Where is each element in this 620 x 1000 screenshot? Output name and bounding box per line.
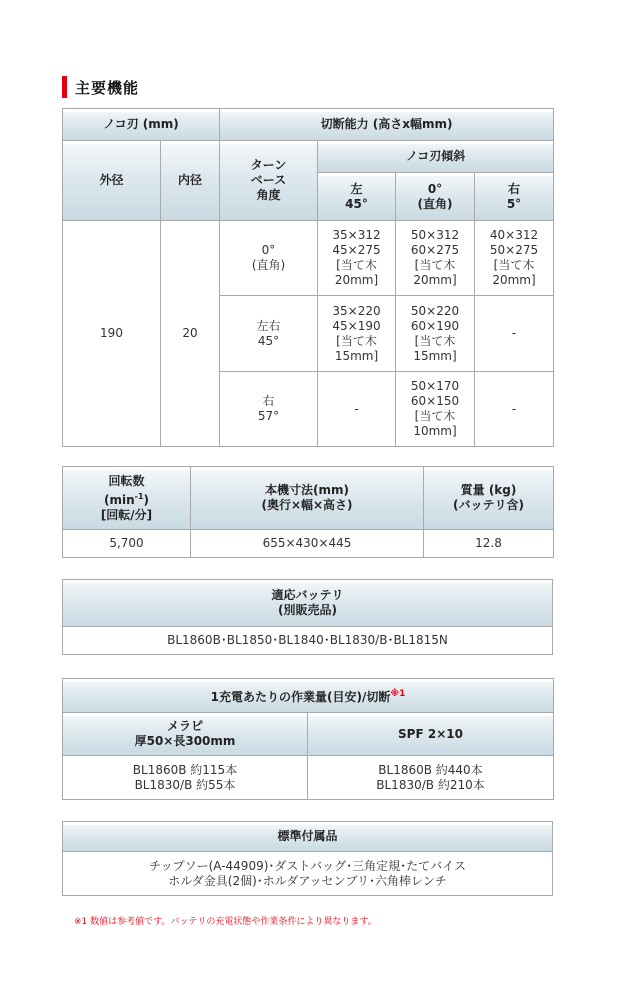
turn-base-angle-header: ターン ベース 角度 — [220, 141, 318, 221]
specs-table — [62, 466, 554, 558]
turn-angle-cell: 0° (直角) — [220, 221, 318, 296]
accessories-header: 標準付属品 — [63, 822, 553, 852]
turn-angle-cell: 左右 45° — [220, 296, 318, 372]
section-title-text: 主要機能 — [75, 78, 140, 97]
rpm-value: 5,700 — [63, 530, 191, 558]
footnote-mark: ※1 — [390, 688, 406, 699]
blade-header: ノコ刃 (mm) — [63, 109, 220, 141]
capacity-cell: 50×312 60×275 [当て木 20mm] — [396, 221, 475, 296]
capacity-cell: 35×220 45×190 [当て木 15mm] — [318, 296, 396, 372]
cutting-capacity-table — [62, 108, 554, 447]
tilt-zero-header: 0° (直角) — [396, 173, 475, 221]
outer-diameter-header: 外径 — [63, 141, 161, 221]
capacity-cell: - — [318, 372, 396, 447]
meranti-header: メラピ 厚50×長300mm — [63, 713, 308, 756]
inner-diameter-header: 内径 — [161, 141, 220, 221]
tilt-left45-header: 左 45° — [318, 173, 396, 221]
spf-header: SPF 2×10 — [308, 713, 554, 756]
battery-list: BL1860B･BL1850･BL1840･BL1830/B･BL1815N — [63, 627, 553, 655]
capacity-cell: - — [475, 296, 554, 372]
dimensions-value: 655×430×445 — [191, 530, 424, 558]
capacity-cell: 35×312 45×275 [当て木 20mm] — [318, 221, 396, 296]
battery-header: 適応バッテリ (別販売品) — [63, 580, 553, 627]
dimensions-header: 本機寸法(mm) (奥行×幅×高さ) — [191, 467, 424, 530]
accessories-list: チップソー(A-44909)･ダストバッグ･三角定規･たてバイス ホルダ金具(2個)･ホルダアッセンブリ･六角棒レンチ — [63, 852, 553, 896]
turn-angle-cell: 右 57° — [220, 372, 318, 447]
accessories-table — [62, 821, 553, 896]
spf-values: BL1860B 約440本 BL1830/B 約210本 — [308, 756, 554, 800]
meranti-values: BL1860B 約115本 BL1830/B 約55本 — [63, 756, 308, 800]
capacity-cell: 40×312 50×275 [当て木 20mm] — [475, 221, 554, 296]
mass-header: 質量 (kg) (バッテリ含) — [424, 467, 554, 530]
tilt-right5-header: 右 5° — [475, 173, 554, 221]
capacity-cell: 50×170 60×150 [当て木 10mm] — [396, 372, 475, 447]
mass-value: 12.8 — [424, 530, 554, 558]
work-per-charge-header: 1充電あたりの作業量(目安)/切断$^{※1}$ — [63, 679, 554, 713]
battery-table — [62, 579, 553, 655]
inner-diameter-value: 20 — [161, 221, 220, 447]
rpm-header: 回転数 $(\min^{-1})$ [回転/分] — [63, 467, 191, 530]
section-title — [62, 76, 139, 98]
capacity-cell: 50×220 60×190 [当て木 15mm] — [396, 296, 475, 372]
outer-diameter-value: 190 — [63, 221, 161, 447]
capacity-cell: - — [475, 372, 554, 447]
footnote: ※1 数値は参考値です。バッテリの充電状態や作業条件により異なります。 — [74, 917, 377, 927]
title-accent-bar — [62, 76, 67, 98]
work-per-charge-table — [62, 678, 554, 800]
cutting-capacity-header: 切断能力 (高さx幅mm) — [220, 109, 554, 141]
blade-tilt-header: ノコ刃傾斜 — [318, 141, 554, 173]
